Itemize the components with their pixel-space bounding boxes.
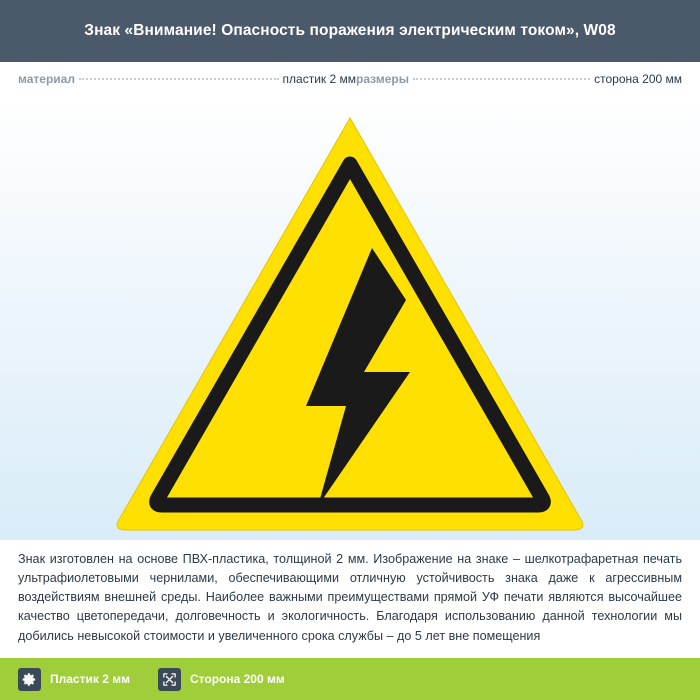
description-block	[0, 540, 700, 658]
spec-size-dots	[413, 78, 590, 80]
resize-arrows-icon	[158, 668, 181, 691]
spec-material-label: материал	[18, 72, 75, 86]
description-text: Знак изготовлен на основе ПВХ-пластика, толщиной 2 мм. Изображение на знаке – шелкотрафаретная печать ультрафиолетовыми чернилами, обеспечивающими отличную устойчивость знака даже к агрессивным воздействиям внешней среды. Наиболее важными преимуществами прямой УФ печати являются высочайшее качество цветопередачи, долговечность и экологичность. Благодаря использованию данной технологии мы добились невысокой стоимости и увеличенного срока службы – до 5 лет вне помещения	[18, 552, 682, 643]
spec-size-value: сторона 200 мм	[594, 72, 682, 86]
footer-bar	[0, 658, 700, 700]
spec-material-value: пластик 2 мм	[282, 72, 356, 86]
gear-icon	[18, 668, 41, 691]
electrical-hazard-icon	[110, 110, 590, 534]
product-image-area	[0, 96, 700, 540]
spec-size	[356, 72, 682, 86]
header-bar	[0, 0, 700, 62]
footer-item-material	[18, 658, 158, 700]
page-title: Знак «Внимание! Опасность поражения электрическим током», W08	[84, 21, 616, 39]
footer-item-size	[158, 658, 285, 700]
spec-material	[18, 72, 356, 86]
safety-sign-image	[110, 110, 590, 534]
spec-material-dots	[79, 78, 279, 80]
footer-material-label: Пластик 2 мм	[50, 672, 130, 686]
footer-size-label: Сторона 200 мм	[190, 672, 285, 686]
spec-row	[0, 62, 700, 96]
spec-size-label: размеры	[356, 72, 409, 86]
